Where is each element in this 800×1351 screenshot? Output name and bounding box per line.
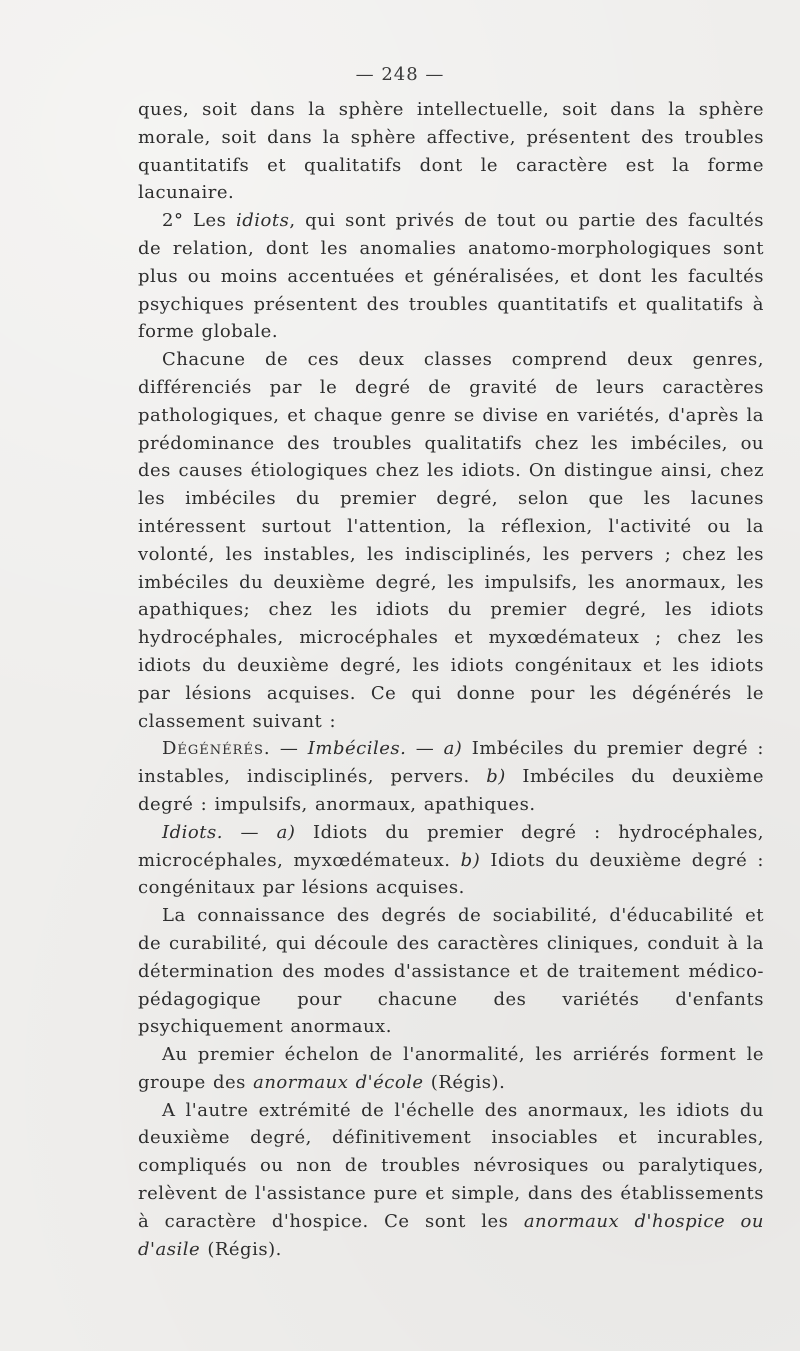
italic-marker: a) [276,821,296,843]
paragraph-autre-extremite [138,1097,764,1264]
dash-separator: — [406,738,444,760]
paragraph-idiots-definition [138,207,764,346]
paragraph-degeneres [138,735,764,818]
paragraph-text: Imbéciles du deuxième degré : impulsifs, anormaux, apathiques. [138,766,764,815]
paragraph-connaissance: La connaissance des degrés de sociabilité, d'éducabilité et de curabilité, qui découle des caractères cliniques, conduit à la détermination des modes d'assistance et de traitement médico-pédagogique pour chacune des variétés d'enfants psychiquement anormaux. [138,905,764,1038]
paragraph-text: (Régis). [200,1238,282,1260]
italic-term: anormaux d'hospice ou d'asile [138,1210,764,1260]
italic-term: Imbéciles. [307,738,407,760]
italic-term: Idiots. [162,821,223,843]
body-text [138,96,764,1263]
dash-separator: — [222,821,277,843]
paragraph-text: , qui sont privés de tout ou partie des facultés de relation, dont les anomalies anatomo-morphologiques sont plus ou moins accentuées et généralisées, et dont les facultés psychiques présentent des troubles quantitatifs et qualitatifs à forme globale. [138,210,764,343]
italic-marker: b) [460,849,481,871]
paragraph-text: A l'autre extrémité de l'échelle des anormaux, les idiots du deuxième degré, définitivement insociables et incurables, compliqués ou non de troubles névrosiques ou paralytiques, relèvent de l'assistance pure et simple, dans des établissements à caractère d'hospice. Ce sont les [138,1099,764,1232]
italic-marker: b) [486,766,506,788]
paragraph-text: Au premier échelon de l'anormalité, les arriérés forment le groupe des [138,1044,764,1093]
paragraph-premier-echelon [138,1041,764,1097]
paragraph-classification: Chacune de ces deux classes comprend deux genres, différenciés par le degré de gravité de leurs caractères pathologiques, et chaque genre se divise en variétés, d'après la prédominance des troubles qualitatifs chez les imbéciles, ou des causes étiologiques chez les idiots. On distingue ainsi, chez les imbéciles du premier degré, selon que les lacunes intéressent surtout l'attention, la réflexion, l'activité ou la volonté, les instables, les indisciplinés, les pervers ; chez les imbéciles du deuxième degré, les impulsifs, les anormaux, les apathiques; chez les idiots du premier degré, les idiots hydrocéphales, microcéphales et myxœdémateux ; chez les idiots du deuxième degré, les idiots congénitaux et les idiots par lésions acquises. Ce qui donne pour les dégénérés le classement suivant : [138,349,764,732]
paragraph-text: Idiots du premier degré : hydrocéphales, microcéphales, myxœdémateux. [138,821,764,871]
small-caps-heading: Dégénérés. [162,738,271,760]
italic-term: idiots [236,210,290,232]
paragraph-text: 2° Les [162,210,236,232]
page-number: — 248 — [355,64,445,85]
paragraph-idiots-classification [138,819,764,902]
italic-term: anormaux d'école [253,1071,424,1093]
paragraph-text: (Régis). [423,1071,506,1093]
paragraph-text: Imbéciles du premier degré : instables, indisciplinés, pervers. [138,738,764,788]
paragraph-continuation: ques, soit dans la sphère intellectuelle, soit dans la sphère morale, soit dans la sphère affective, présentent des troubles quantitatifs et qualitatifs dont le caractère est la forme lacunaire. [138,99,764,204]
dash-separator: — [270,738,308,760]
italic-marker: a) [443,738,463,760]
paragraph-text: Idiots du deuxième degré : congénitaux par lésions acquises. [138,849,764,899]
